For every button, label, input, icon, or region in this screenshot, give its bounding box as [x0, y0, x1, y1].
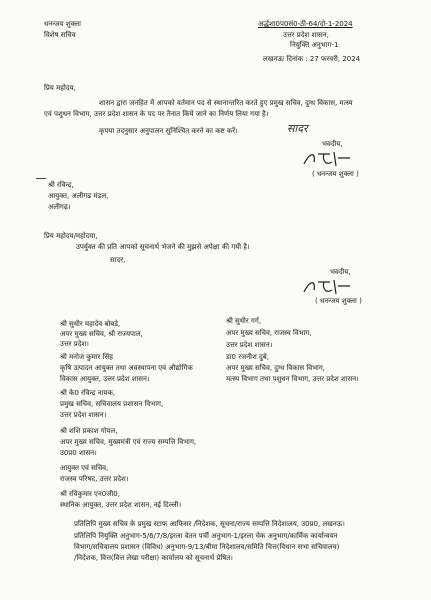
recipient-4-place: उ0प्र0 शासन।: [60, 449, 97, 457]
signature-name: ( धनन्जय शुक्ला ): [312, 170, 359, 178]
closing: भवदीय,: [322, 140, 343, 148]
copy-note-2-line-2: विभाग/सचिवालय प्रशासन (विविध) अनुभाग-9/13/बीमा निदेशालय/समिति चित्त(विधान सभा सचिवालय): [74, 543, 340, 551]
recipient-4-name: श्री शशि प्रकाश गोयल,: [60, 427, 118, 435]
arrow-mark: [36, 178, 46, 179]
office-name: उत्तर प्रदेश शासन,: [283, 31, 329, 39]
addressee-line-1: श्री रविन्द्र,: [48, 181, 74, 189]
salutation: प्रिय महोदय,: [44, 84, 76, 92]
recipient-1-place: उत्तर प्रदेश।: [60, 340, 89, 348]
reference-number: अर्द्धशा0प0सं0-ठी-64/दो-1-2024: [258, 20, 353, 28]
signature-2: [300, 276, 360, 298]
copy-closing: भवदीय,: [330, 268, 351, 276]
recipient-r1-place: उत्तर प्रदेश शासन।: [226, 341, 273, 349]
recipient-6-designation: स्थानिक आयुक्त, उत्तर प्रदेश शासन, नई दिल्ली।: [60, 501, 182, 509]
copy-note-2-line-1: प्रतिलिपि नियुक्ति अनुभाग-5/6/7/8/इरला वेतन पर्ची अनुभाग-1/इरला चेक अनुभाग/कार्मिक कार्यान्वयन: [74, 532, 338, 540]
recipient-r2-designation: अपर मुख्य सचिव, दुग्ध विकास विभाग,: [226, 364, 325, 372]
department-name: नियुक्ति अनुभाग-1: [290, 41, 339, 49]
copy-body: उपर्युक्त की प्रति आपको सूचनार्थ भेजने की मुझसे अपेक्षा की गयी है।: [76, 243, 250, 251]
recipient-3-designation: प्रमुख सचिव, सचिवालय प्रशासन विभाग,: [60, 400, 164, 408]
paragraph-1-line-2: एवं पशुधन विभाग, उत्तर प्रदेश शासन के पद पर तैनात किये जाने का निर्णय लिया गया है।: [44, 110, 269, 118]
copy-note-1: प्रतिलिपि मुख्य सचिव के प्रमुख स्टाफ आफिसर /निदेशक, सूचना/राज्य सम्पत्ति निदेशालय, उ0प्र0, लखनऊ।: [74, 520, 345, 528]
addressee-line-3: अलीगढ़।: [48, 203, 71, 211]
recipient-5-name: आयुक्त एवं सचिव,: [60, 464, 109, 472]
recipient-4-designation: अपर मुख्य सचिव, मुख्यमंत्री एवं राज्य सम्पत्ति विभाग,: [60, 438, 197, 446]
recipient-3-place: उत्तर प्रदेश शासन।: [60, 411, 107, 419]
signature-1: [300, 148, 360, 170]
copy-salutation: प्रिय महोदय/महोदया,: [44, 232, 98, 240]
copy-signature-name: ( धनन्जय शुक्ला ): [315, 297, 362, 305]
paragraph-1-line-1: शासन द्वारा जनहित में आपको वर्तमान पद से स्थानान्तरित करते हुए प्रमुख सचिव, दुग्ध विकास, मत्स्य: [99, 99, 353, 107]
handwritten-note: सादर: [287, 122, 308, 135]
recipient-r2-name: डा0 रजनीश दुबे,: [226, 353, 269, 361]
addressee-line-2: आयुक्त, अलीगढ मंडल,: [48, 192, 109, 200]
recipient-r1-designation: अपर मुख्य सचिव, राजस्व विभाग,: [226, 329, 312, 337]
recipient-r2-place: मत्स्य विभाग तथा पशुधन विभाग, उत्तर प्रदेश शासन।: [226, 375, 359, 383]
recipient-2-designation: कृषि उत्पादन आयुक्त तथा अवस्थापना एवं औद्योगिक: [60, 364, 193, 372]
letter-date: लखनऊः दिनांक : 27 फरवरी, 2024: [263, 55, 361, 63]
paragraph-2: कृपया तदनुसार अनुपालन सुनिश्चित करने का कष्ट करें।: [99, 127, 238, 135]
recipient-2-name: श्री मनोज कुमार सिंह: [60, 353, 114, 361]
sender-designation: विशेष सचिव: [44, 31, 76, 39]
recipient-2-place: विकास आयुक्त, उत्तर प्रदेश शासन।: [60, 375, 150, 383]
recipient-1-designation: अपर मुख्य सचिव, श्री राज्यपाल,: [60, 330, 143, 338]
recipient-1-name: श्री सुधीर महादेव बोबडे,: [60, 320, 121, 328]
sender-name: धनन्जय शुक्ला: [44, 20, 81, 28]
recipient-5-designation: राजस्व परिषद, उत्तर प्रदेश।: [60, 475, 129, 483]
recipient-r1-name: श्री सुधीर गर्ग,: [226, 317, 262, 325]
copy-regards: सादर,: [110, 256, 126, 264]
copy-note-2-line-3: /निदेशक, वित्त(वित्त लेखा परीक्षा) कार्यालय को सूचनार्थ प्रेषित।: [74, 554, 233, 562]
recipient-3-name: श्री के0 रविन्द्र नायक,: [60, 389, 116, 397]
recipient-6-name: श्री रविकुमार एन0जी0,: [60, 490, 120, 498]
